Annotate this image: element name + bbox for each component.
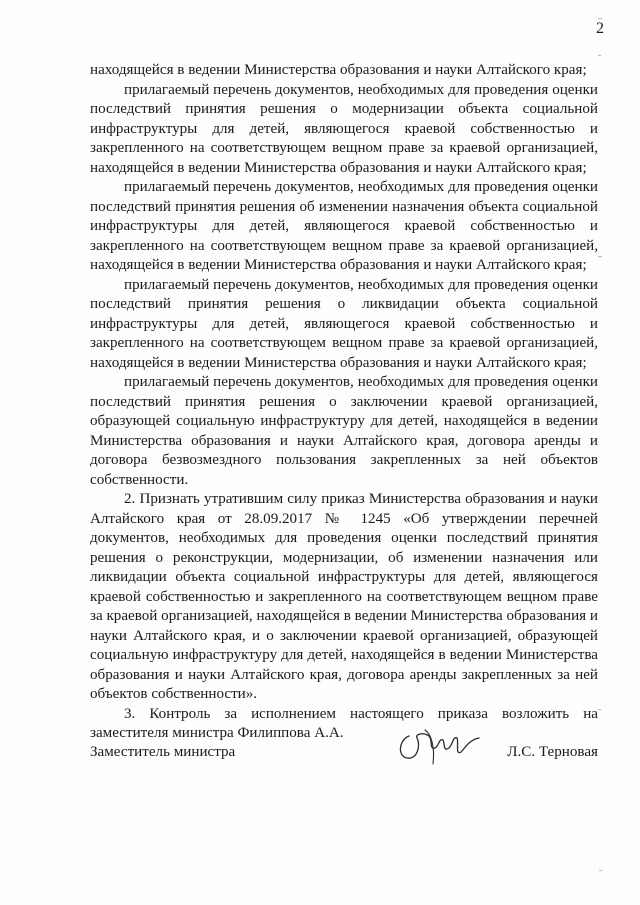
scan-speck — [598, 256, 602, 257]
paragraph-item-2-repeal: 2. Признать утратившим силу приказ Министерства образования и науки Алтайского края от 28.09.2017 № 1245 «Об утверждении перечней документов, необходимых для проведения оценки последствий принятия решения о реконструкции, модернизации, об изменении назначения или ликвидации объекта социальной инфраструктуры для детей, являющегося краевой собственностью и закрепленного на соответствующем вещном праве за краевой организацией, находящейся в ведении Министерства образования и науки Алтайского края, и о заключении краевой организацией, образующей социальную инфраструктуру для детей, находящейся в ведении Министерства образования и науки Алтайского края, договора аренды закрепленных за ней объектов собственности». — [90, 491, 598, 702]
paragraph-continuation: находящейся в ведении Министерства образования и науки Алтайского края; — [90, 62, 587, 78]
document-body — [90, 61, 598, 744]
paragraph-modernization-list: прилагаемый перечень документов, необходимых для проведения оценки последствий принятия решения о модернизации объекта социальной инфраструктуры для детей, являющегося краевой собственностью и закрепленного на соответствующем вещном праве за краевой организацией, находящейся в ведении Министерства образования и науки Алтайского края; — [90, 81, 598, 176]
paragraph-purpose-change-list: прилагаемый перечень документов, необходимых для проведения оценки последствий принятия решения об изменении назначения объекта социальной инфраструктуры для детей, являющегося краевой собственностью и закрепленного на соответствующем вещном праве за краевой организацией, находящейся в ведении Министерства образования и науки Алтайского края; — [90, 179, 598, 273]
scan-speck — [599, 870, 602, 871]
paragraph-lease-list: прилагаемый перечень документов, необходимых для проведения оценки последствий принятия решения о заключении краевой организацией, образующей социальную инфраструктуру для детей, находящейся в ведении Министерства образования и науки Алтайского края, договора аренды и договора безвозмездного пользования закрепленных за ней объектов собственности. — [90, 374, 598, 488]
scan-speck — [598, 18, 602, 19]
paragraph-item-3-control: 3. Контроль за исполнением настоящего приказа возложить на заместителя министра Филиппова А.А. — [90, 705, 598, 741]
handwritten-signature — [395, 726, 483, 772]
signatory-name: Л.С. Терновая — [507, 744, 598, 760]
page-number: 2 — [596, 20, 604, 37]
paragraph-liquidation-list: прилагаемый перечень документов, необходимых для проведения оценки последствий принятия решения о ликвидации объекта социальной инфраструктуры для детей, являющегося краевой собственностью и закрепленного на соответствующем вещном праве за краевой организацией, находящейся в ведении Министерства образования и науки Алтайского края; — [90, 276, 598, 371]
signatory-title: Заместитель министра — [90, 744, 236, 760]
scan-speck — [598, 709, 601, 710]
scan-speck — [598, 55, 601, 56]
signature-block — [90, 740, 598, 780]
